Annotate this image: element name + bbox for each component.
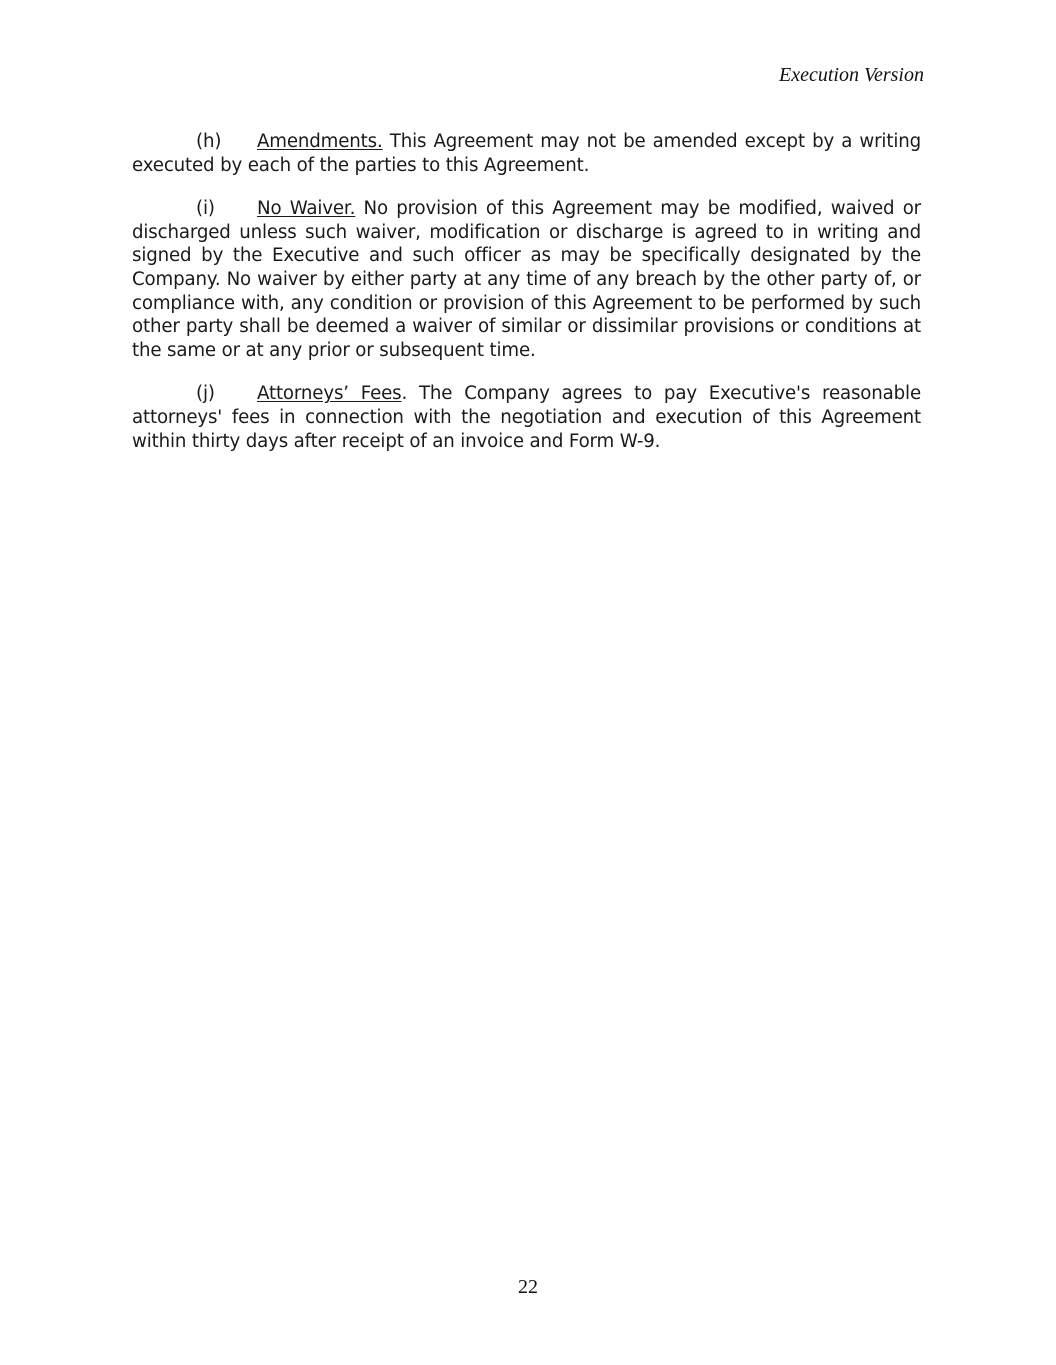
- section-j-paragraph: [132, 382, 921, 453]
- page-number: 22: [518, 1276, 538, 1298]
- section-i-paragraph: [132, 197, 921, 362]
- section-marker: (h): [196, 131, 222, 152]
- document-body: [132, 130, 921, 473]
- section-marker: (i): [196, 198, 215, 220]
- section-heading: Amendments.: [257, 131, 383, 152]
- section-text: No provision of this Agreement may be modified, waived or discharged unless such waiver, modification or discharge is agreed to in writing and signed by the Executive and such officer as may be specifically designated by the Company. No waiver by either party at any time of any breach by the other party of, or compliance with, any condition or provision of this Agreement to be performed by such other party shall be deemed a waiver of similar or dissimilar provisions or conditions at the same or at any prior or subsequent time.: [132, 198, 921, 361]
- section-marker: (j): [196, 383, 215, 405]
- section-heading: No Waiver.: [257, 198, 356, 220]
- section-text: . The Company agrees to pay Executive's reasonable attorneys' fees in connection with the negotiation and execution of this Agreement within thirty days after receipt of an invoice and Form W-9.: [132, 383, 921, 452]
- section-text: This Agreement may not be amended except by a writing executed by each of the parties to this Agreement.: [132, 131, 921, 176]
- version-header: Execution Version: [779, 64, 924, 86]
- section-h-paragraph: [132, 130, 921, 177]
- section-heading: Attorneys’ Fees: [257, 383, 402, 405]
